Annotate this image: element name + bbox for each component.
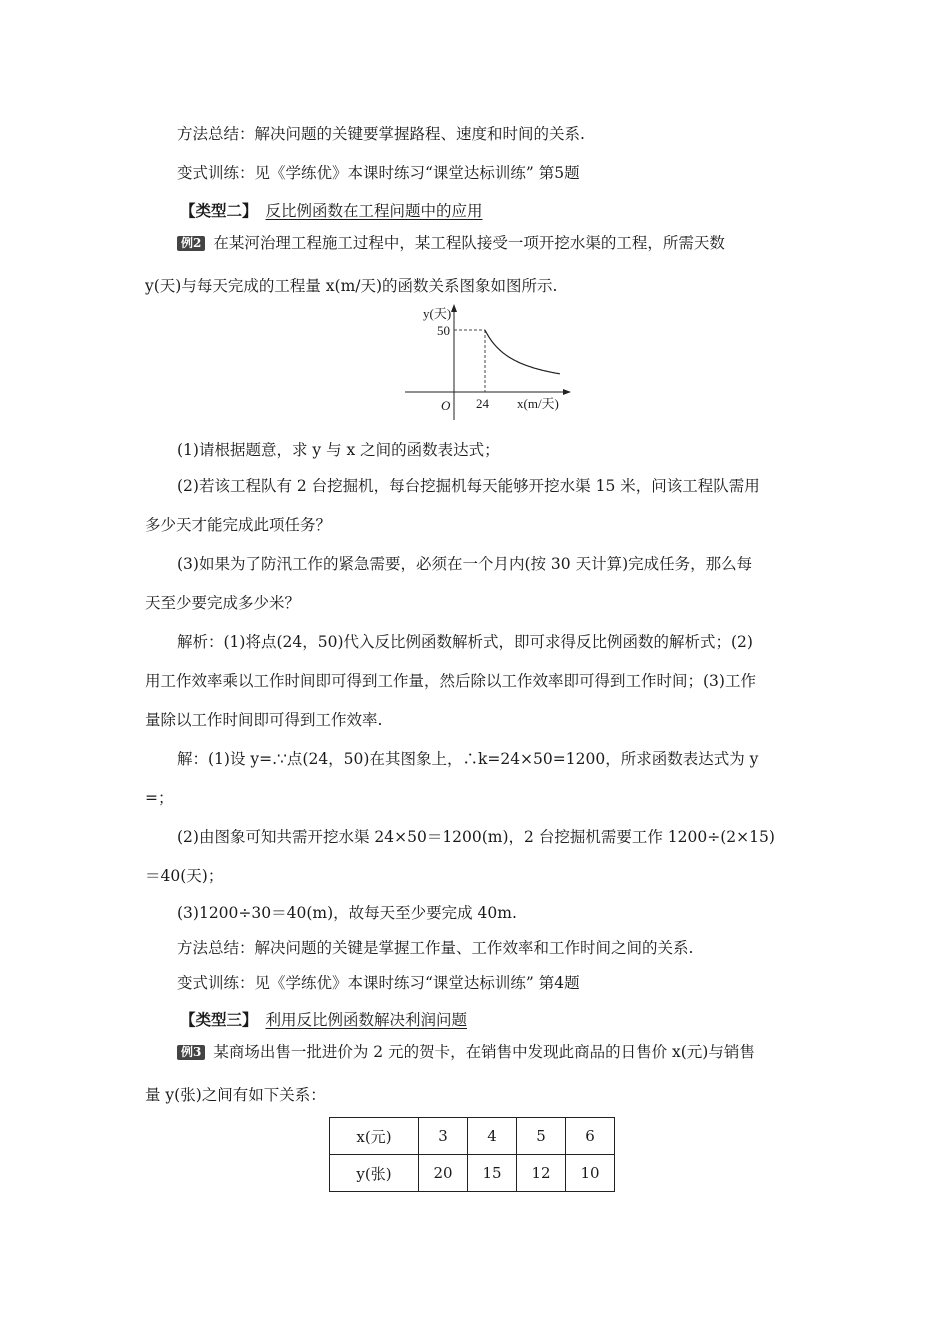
x-axis-arrow (563, 389, 571, 395)
y-tick-label: 50 (437, 323, 450, 338)
price-sales-table (329, 1117, 615, 1192)
table-cell: 6 (566, 1118, 615, 1155)
table-cell: 10 (566, 1155, 615, 1192)
type-three-title: 利用反比例函数解决利润问题 (265, 1011, 468, 1029)
example-2-line-1 (177, 233, 725, 253)
method-summary-1: 方法总结：解决问题的关键要掌握路程、速度和时间的关系. (177, 125, 585, 143)
origin-label: O (441, 398, 451, 413)
variant-training-1: 变式训练：见《学练优》本课时练习“课堂达标训练” 第5题 (177, 164, 580, 182)
table-row (330, 1155, 615, 1192)
table-cell: 3 (419, 1118, 468, 1155)
type-two-title: 反比例函数在工程问题中的应用 (265, 202, 483, 220)
y-axis-label: y(天) (423, 306, 452, 321)
question-1: (1)请根据题意，求 y 与 x 之间的函数表达式； (177, 441, 500, 459)
question-2-line-1: (2)若该工程队有 2 台挖掘机，每台挖掘机每天能够开挖水渠 15 米，问该工程队需用 (177, 477, 760, 495)
x-axis-label: x(m/天) (517, 396, 559, 411)
y-axis-arrow (451, 304, 457, 312)
example-2-badge: 例2 (177, 236, 205, 251)
hyperbola-curve (485, 330, 560, 374)
question-3-line-2: 天至少要完成多少米？ (145, 594, 301, 612)
variant-training-2: 变式训练：见《学练优》本课时练习“课堂达标训练” 第4题 (177, 974, 580, 992)
table-cell: 12 (517, 1155, 566, 1192)
analysis-line-3: 量除以工作时间即可得到工作效率. (145, 711, 383, 729)
example-3-text: 某商场出售一批进价为 2 元的贺卡，在销售中发现此商品的日售价 x(元)与销售 (213, 1043, 755, 1061)
example-3-line-1 (177, 1042, 755, 1062)
example-2-text: 在某河治理工程施工过程中，某工程队接受一项开挖水渠的工程，所需天数 (213, 234, 725, 252)
row-label-x: x(元) (330, 1118, 419, 1155)
table-row (330, 1118, 615, 1155)
table-cell: 5 (517, 1118, 566, 1155)
method-summary-2: 方法总结：解决问题的关键是掌握工作量、工作效率和工作时间之间的关系. (177, 939, 694, 957)
example-2-line-2: y(天)与每天完成的工程量 x(m/天)的函数关系图象如图所示. (145, 277, 558, 295)
x-tick-label: 24 (476, 396, 489, 411)
type-two-label: 【类型二】 (180, 201, 258, 220)
solution-2-line-1: (2)由图象可知共需开挖水渠 24×50＝1200(m)，2 台挖掘机需要工作 1200÷(2×15) (177, 828, 775, 846)
inverse-function-graph (405, 302, 575, 424)
row-label-y: y(张) (330, 1155, 419, 1192)
type-two-heading (180, 201, 483, 221)
analysis-line-1: 解析：(1)将点(24，50)代入反比例函数解析式，即可求得反比例函数的解析式；(2) (177, 633, 753, 651)
table-cell: 4 (468, 1118, 517, 1155)
question-3-line-1: (3)如果为了防汛工作的紧急需要，必须在一个月内(按 30 天计算)完成任务，那么每 (177, 555, 753, 573)
analysis-line-2: 用工作效率乘以工作时间即可得到工作量，然后除以工作效率即可得到工作时间；(3)工作 (145, 672, 756, 690)
question-2-line-2: 多少天才能完成此项任务？ (145, 516, 332, 534)
type-three-label: 【类型三】 (180, 1010, 258, 1029)
type-three-heading (180, 1010, 467, 1030)
solution-2-line-2: ＝40(天)； (145, 867, 224, 885)
solution-1-line-1: 解：(1)设 y=.∵点(24，50)在其图象上，∴k=24×50=1200，所求函数表达式为 y (177, 750, 759, 768)
table-cell: 15 (468, 1155, 517, 1192)
table-cell: 20 (419, 1155, 468, 1192)
solution-3: (3)1200÷30＝40(m)，故每天至少要完成 40m. (177, 904, 517, 922)
solution-1-line-2: =； (145, 789, 174, 807)
example-3-line-2: 量 y(张)之间有如下关系： (145, 1086, 326, 1104)
example-3-badge: 例3 (177, 1045, 205, 1060)
